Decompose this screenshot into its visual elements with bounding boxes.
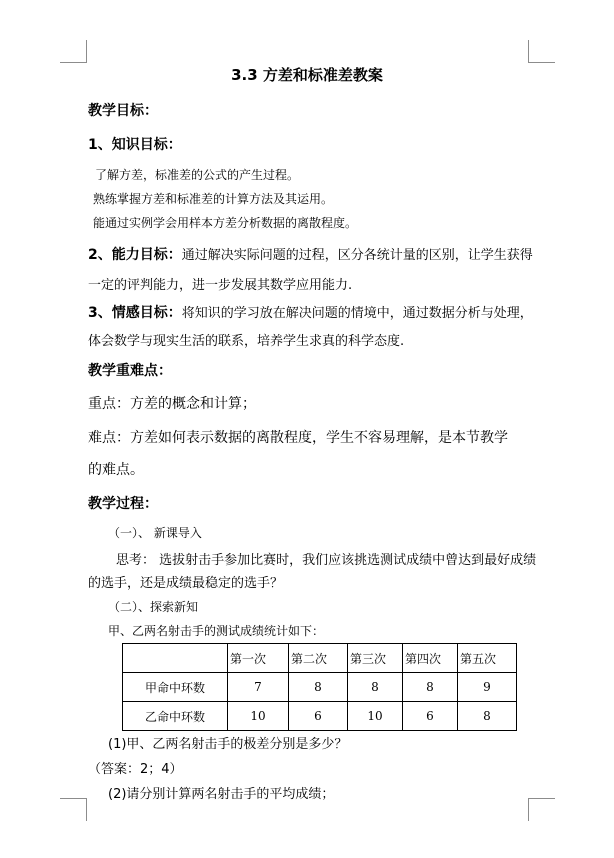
crop-mark-bottom-right — [528, 798, 555, 821]
table-header-cell: 第一次 — [228, 644, 289, 673]
table-row — [123, 702, 517, 731]
table-header-cell: 第二次 — [289, 644, 348, 673]
crop-mark-top-left — [60, 40, 87, 63]
question-2: (2)请分别计算两名射击手的平均成绩； — [108, 787, 335, 802]
think-line-1: 思考： 选拔射击手参加比赛时，我们应该挑选测试成绩中曾达到最好成绩 — [116, 553, 537, 568]
knowledge-item-3: 能通过实例学会用样本方差分析数据的离散程度。 — [93, 216, 358, 230]
difficulty-line-1: 难点：方差如何表示数据的离散程度，学生不容易理解，是本节教学 — [88, 430, 508, 446]
knowledge-item-1: 了解方差，标准差的公式的产生过程。 — [95, 168, 300, 182]
table-cell: 10 — [228, 702, 289, 731]
table-header-cell: 第三次 — [348, 644, 403, 673]
table-row — [123, 673, 517, 702]
table-row-label: 甲命中环数 — [123, 673, 228, 702]
table-cell: 8 — [458, 702, 517, 731]
table-cell: 7 — [228, 673, 289, 702]
part-two-label: （二）、探索新知 — [108, 600, 199, 614]
table-cell: 9 — [458, 673, 517, 702]
scores-table — [122, 643, 517, 731]
table-row-label: 乙命中环数 — [123, 702, 228, 731]
emotion-objective-text-2: 体会数学与现实生活的联系，培养学生求真的科学态度. — [88, 334, 405, 349]
table-cell: 8 — [403, 673, 458, 702]
table-header-cell: 第四次 — [403, 644, 458, 673]
teaching-process-heading: 教学过程： — [88, 496, 158, 512]
table-header-row — [123, 644, 517, 673]
key-difficulties-heading: 教学重难点： — [88, 363, 172, 379]
table-cell: 8 — [289, 673, 348, 702]
ability-objective-label: 2、能力目标： — [88, 247, 182, 263]
difficulty-line-2: 的难点。 — [88, 462, 144, 478]
ability-objective-line-1 — [88, 244, 533, 264]
teaching-objectives-heading: 教学目标： — [88, 103, 158, 119]
ability-objective-text-1: 通过解决实际问题的过程，区分各统计量的区别，让学生获得 — [181, 248, 533, 263]
table-cell: 6 — [289, 702, 348, 731]
emotion-objective-text-1: 将知识的学习放在解决问题的情境中，通过数据分析与处理， — [181, 306, 533, 321]
document-title: 3.3 方差和标准差教案 — [231, 66, 383, 84]
question-1: (1)甲、乙两名射击手的极差分别是多少？ — [108, 737, 348, 752]
table-header-cell — [123, 644, 228, 673]
knowledge-objective-label: 1、知识目标： — [88, 137, 182, 153]
table-intro: 甲、乙两名射击手的测试成绩统计如下： — [108, 624, 325, 638]
table-cell: 8 — [348, 673, 403, 702]
key-point: 重点：方差的概念和计算； — [88, 396, 256, 412]
crop-mark-bottom-left — [60, 798, 87, 821]
emotion-objective-label: 3、情感目标： — [88, 305, 182, 321]
emotion-objective-line-1 — [88, 302, 533, 322]
table-header-cell: 第五次 — [458, 644, 517, 673]
crop-mark-top-right — [528, 40, 555, 63]
table-cell: 6 — [403, 702, 458, 731]
knowledge-item-2: 熟练掌握方差和标准差的计算方法及其运用。 — [93, 192, 334, 206]
ability-objective-text-2: 一定的评判能力，进一步发展其数学应用能力. — [88, 278, 353, 293]
think-line-2: 的选手，还是成绩最稳定的选手？ — [88, 576, 284, 591]
answer-1: （答案：2；4） — [88, 762, 183, 777]
table-cell: 10 — [348, 702, 403, 731]
part-one-label: （一）、 新课导入 — [108, 526, 202, 540]
